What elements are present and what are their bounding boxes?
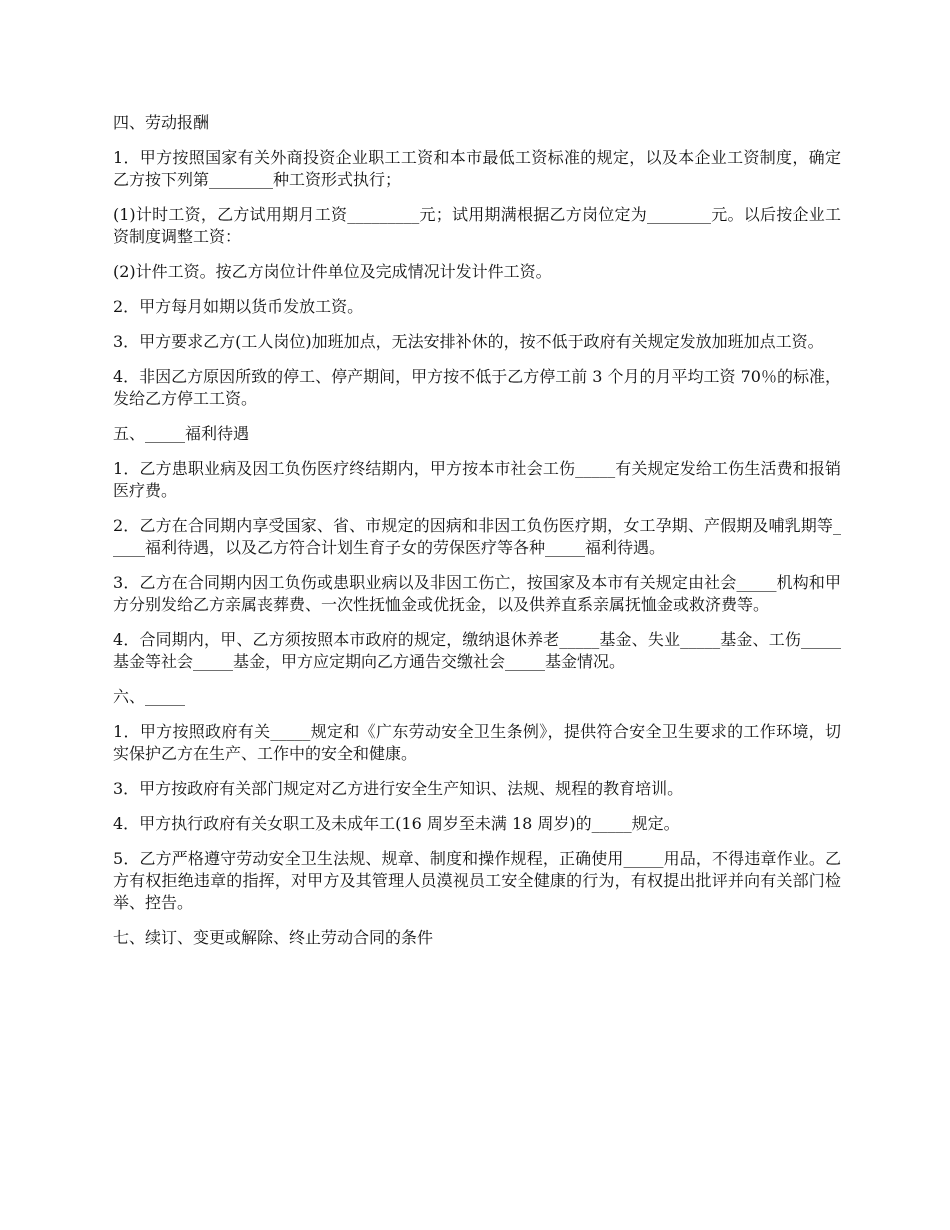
document-page [113, 112, 841, 962]
paragraph-6-3: 3．甲方按政府有关部门规定对乙方进行安全生产知识、法规、规程的教育培训。 [113, 779, 684, 798]
paragraph-4-4: 4．非因乙方原因所致的停工、停产期间，甲方按不低于乙方停工前 3 个月的月平均工资 70％的标准，发给乙方停工工资。 [113, 367, 841, 408]
paragraph-5-1: 1．乙方患职业病及因工负伤医疗终结期内，甲方按本市社会工伤_____有关规定发给工伤生活费和报销医疗费。 [113, 459, 841, 500]
paragraph-4-2: 2．甲方每月如期以货币发放工资。 [113, 297, 364, 316]
section-heading-5-welfare: 五、_____福利待遇 [113, 424, 250, 443]
section-heading-7-contract-conditions: 七、续订、变更或解除、终止劳动合同的条件 [113, 928, 434, 947]
section-heading-6: 六、_____ [113, 687, 186, 706]
paragraph-5-2: 2．乙方在合同期内享受国家、省、市规定的因病和非因工负伤医疗期，女工孕期、产假期及哺乳期等_____福利待遇，以及乙方符合计划生育子女的劳保医疗等各种_____福利待遇。 [113, 516, 841, 557]
paragraph-4-1: 1．甲方按照国家有关外商投资企业职工工资和本市最低工资标准的规定，以及本企业工资制度，确定乙方按下列第________种工资形式执行； [113, 148, 841, 189]
paragraph-6-1: 1．甲方按照政府有关_____规定和《广东劳动安全卫生条例》，提供符合安全卫生要求的工作环境，切实保护乙方在生产、工作中的安全和健康。 [113, 722, 841, 763]
paragraph-6-5: 5．乙方严格遵守劳动安全卫生法规、规章、制度和操作规程，正确使用_____用品，不得违章作业。乙方有权拒绝违章的指挥，对甲方及其管理人员漠视员工安全健康的行为，有权提出批评并向有关部门检举、控告。 [113, 849, 841, 912]
paragraph-4-1-time-wage: (1)计时工资，乙方试用期月工资_________元；试用期满根据乙方岗位定为________元。以后按企业工资制度调整工资： [113, 205, 841, 246]
paragraph-5-4: 4．合同期内，甲、乙方须按照本市政府的规定，缴纳退休养老_____基金、失业_____基金、工伤_____基金等社会_____基金，甲方应定期向乙方通告交缴社会_____基金情况。 [113, 630, 841, 671]
paragraph-5-3: 3．乙方在合同期内因工负伤或患职业病以及非因工伤亡，按国家及本市有关规定由社会_____机构和甲方分别发给乙方亲属丧葬费、一次性抚恤金或优抚金，以及供养直系亲属抚恤金或救济费等。 [113, 573, 841, 614]
paragraph-4-1-piece-wage: (2)计件工资。按乙方岗位计件单位及完成情况计发计件工资。 [113, 262, 552, 281]
section-heading-4-labor-remuneration: 四、劳动报酬 [113, 113, 210, 132]
paragraph-6-4: 4．甲方执行政府有关女职工及未成年工(16 周岁至未满 18 周岁)的_____规定。 [113, 814, 680, 833]
paragraph-4-3: 3．甲方要求乙方(工人岗位)加班加点，无法安排补休的，按不低于政府有关规定发放加班加点工资。 [113, 332, 824, 351]
